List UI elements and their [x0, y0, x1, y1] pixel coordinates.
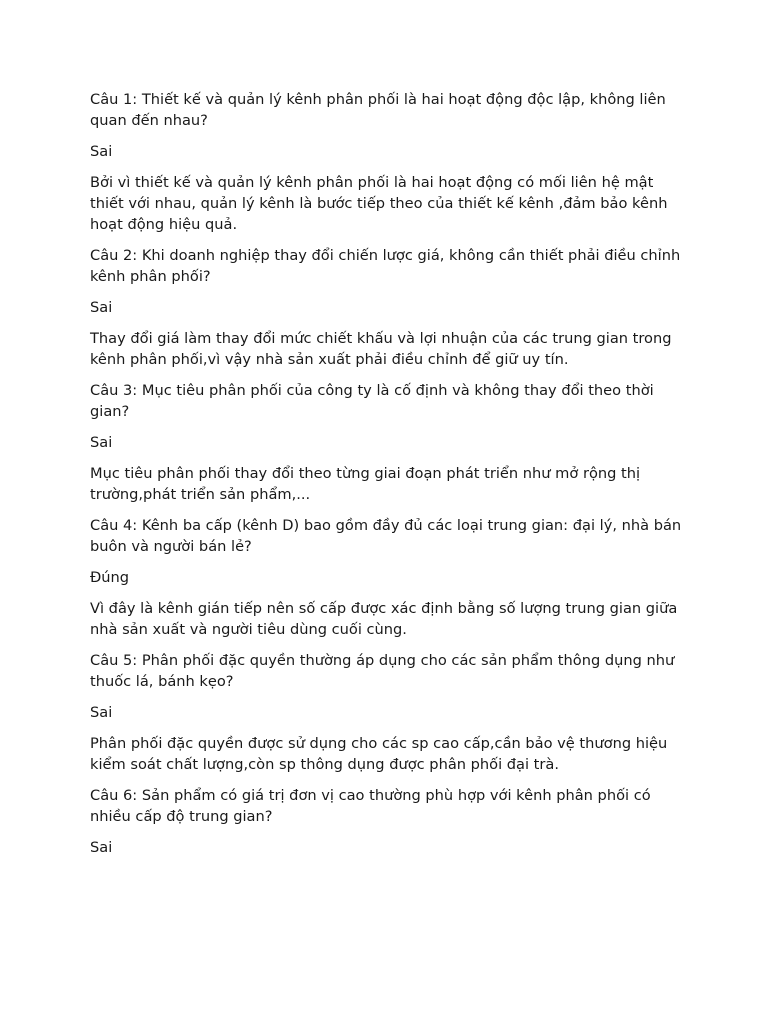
- explanation-4: Vì đây là kênh gián tiếp nên số cấp được xác định bằng số lượng trung gian giữa nhà sản xuất và người tiêu dùng cuối cùng.: [90, 600, 678, 638]
- explanation-3: Mục tiêu phân phối thay đổi theo từng giai đoạn phát triển như mở rộng thị trường,phát triển sản phẩm,...: [90, 465, 641, 503]
- answer-4: Đúng: [90, 569, 130, 586]
- answer-1: Sai: [90, 143, 113, 160]
- question-3: Câu 3: Mục tiêu phân phối của công ty là cố định và không thay đổi theo thời gian?: [90, 382, 654, 420]
- question-5: Câu 5: Phân phối đặc quyền thường áp dụng cho các sản phẩm thông dụng như thuốc lá, bánh kẹo?: [90, 652, 675, 690]
- answer-5: Sai: [90, 704, 113, 721]
- question-6: Câu 6: Sản phẩm có giá trị đơn vị cao thường phù hợp với kênh phân phối có nhiều cấp độ trung gian?: [90, 787, 651, 825]
- answer-6: Sai: [90, 839, 113, 856]
- question-2: Câu 2: Khi doanh nghiệp thay đổi chiến lược giá, không cần thiết phải điều chỉnh kênh phân phối?: [90, 247, 681, 285]
- answer-3: Sai: [90, 434, 113, 451]
- explanation-1: Bởi vì thiết kế và quản lý kênh phân phối là hai hoạt động có mối liên hệ mật thiết với nhau, quản lý kênh là bước tiếp theo của thiết kế kênh ,đảm bảo kênh hoạt động hiệu quả.: [90, 174, 668, 233]
- explanation-2: Thay đổi giá làm thay đổi mức chiết khấu và lợi nhuận của các trung gian trong kênh phân phối,vì vậy nhà sản xuất phải điều chỉnh để giữ uy tín.: [90, 330, 672, 368]
- document-body: [90, 89, 690, 868]
- question-4: Câu 4: Kênh ba cấp (kênh D) bao gồm đầy đủ các loại trung gian: đại lý, nhà bán buôn và người bán lẻ?: [90, 517, 682, 555]
- question-1: Câu 1: Thiết kế và quản lý kênh phân phối là hai hoạt động độc lập, không liên quan đến nhau?: [90, 91, 666, 129]
- answer-2: Sai: [90, 299, 113, 316]
- explanation-5: Phân phối đặc quyền được sử dụng cho các sp cao cấp,cần bảo vệ thương hiệu kiểm soát chất lượng,còn sp thông dụng được phân phối đại trà.: [90, 735, 668, 773]
